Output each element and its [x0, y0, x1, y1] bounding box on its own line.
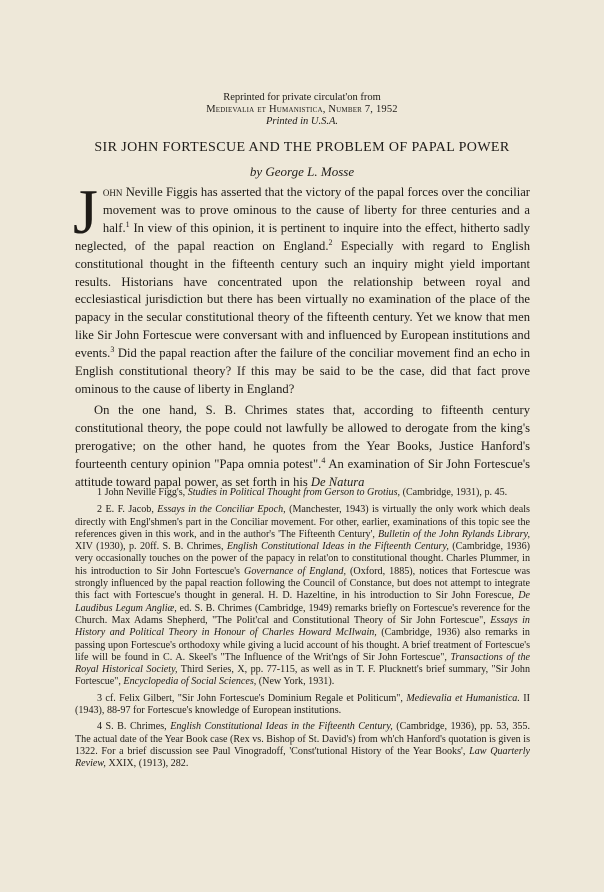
- footnote-text: ed. S. B. Chrimes (Cambridge, 1949) remarks briefly on Fortescue's reverence for the Church. Max Adams Shepherd, "The Polit'cal and Constitutional Theory of Sir John Fortescue",: [75, 602, 530, 626]
- footnote-text: (Oxford, 1885), notices that Fortescue was strongly influenced by the papal reaction following the Council of Constance, but does not attempt to integrate this fact with Fortescue's thought in general. H. D. Hazeltine, in his introduction to Sir John Forescue,: [75, 565, 531, 602]
- footnote-number: 3: [97, 692, 103, 704]
- footnote-4: [75, 721, 530, 770]
- footnote-italic: Studies in Political Thought from Gerson to Grotius,: [187, 487, 401, 498]
- footnote-text: (Cambridge, 1931), p. 45.: [400, 487, 508, 498]
- footnote-text: cf. Felix Gilbert, "Sir John Fortescue's Dominium Regale et Politicum",: [102, 692, 407, 704]
- reprint-line: Reprinted for private circulat'on from: [223, 92, 381, 103]
- footnote-text: II (1943), 88-97 for Fortescue's knowledge of European institutions.: [75, 692, 530, 717]
- footnote-3: [75, 693, 530, 718]
- reprint-header: [0, 92, 604, 128]
- footnote-number: 2: [97, 504, 103, 516]
- printed-line: Printed in U.S.A.: [265, 116, 339, 127]
- footnote-number: 1: [97, 487, 103, 498]
- footnote-text: S. B. Chrimes,: [102, 721, 171, 733]
- footnote-text: XXIX, (1913), 282.: [105, 758, 189, 770]
- footnote-number: 4: [97, 721, 103, 733]
- drop-cap: J: [73, 176, 98, 247]
- article-body: [73, 176, 530, 491]
- paragraph-text: In view of this opinion, it is pertinent to inquire into the effect, hitherto sadly neglected, of the papal reaction on England.: [75, 220, 530, 253]
- footnote-text: (Manchester, 1943) is virtually the only work which deals directly with Engl'shmen's part in the Conciliar movement. For other, earlier, examinations of this topic see the references given in this work, and in the author's 'The Fifteenth Century',: [75, 504, 530, 540]
- author-byline: by George L. Mosse: [249, 164, 355, 179]
- footnote-italic: Law Quarterly Review,: [75, 745, 530, 770]
- footnote-1: [75, 487, 530, 499]
- footnote-text: (Cambridge, 1936) also remarks in passing upon Fortescue's orthodoxy while giving a lucid account of his thought. A brief treatment of Fortescue's life will be found in C. A. Skeel's "The Influence of the Writ'ngs of Sir John Fortescue",: [75, 627, 530, 663]
- paragraph-text: Did the papal reaction after the failure of the conciliar movement find an echo in English constitutional theory? If this may be said to be the case, did that fact prove ominous to the cause of liberty in England?: [75, 346, 530, 396]
- footnote-italic: Bulletin of the John Rylands Library,: [377, 528, 530, 540]
- footnote-ref: 3: [110, 345, 115, 355]
- footnote-ref: 4: [321, 455, 326, 465]
- footnote-text: E. F. Jacob,: [102, 504, 158, 516]
- article-title: SIR JOHN FORTESCUE AND THE PROBLEM OF PAPAL POWER: [94, 140, 510, 155]
- footnote-italic: Essays in the Conciliar Epoch,: [157, 504, 286, 516]
- paragraph-text: Especially with regard to English constitutional thought in the fifteenth century such an inquiry might yield important results. Historians have concentrated upon the relationship between royal and ecclesiastical jurisdiction but there has been virtually no examination of the place of the papacy in the secular constitutional theory of the fifteenth century. Yet we know that men like Sir John Fortescue were conversant with and influenced by European institutions and events.: [75, 238, 530, 361]
- paragraph-text: An examination of Sir John Fortescue's attitude toward papal power, as set forth in his: [75, 456, 530, 489]
- footnote-ref: 1: [125, 219, 130, 229]
- footnote-ref: 2: [328, 237, 333, 247]
- footnote-2: [75, 504, 530, 688]
- footnote-italic: Transactions of the Royal Historical Society,: [75, 651, 530, 676]
- footnote-italic: Governance of England,: [244, 565, 347, 577]
- footnote-italic: De Laudibus Legum Angliæ,: [75, 590, 530, 614]
- footnote-italic: Essays in History and Political Theory in Honour of Charles Howard McIlwain,: [75, 614, 530, 639]
- footnote-italic: English Constitutional Ideas in the Fifteenth Century,: [170, 721, 393, 733]
- footnote-text: XIV (1930), p. 20ff. S. B. Chrimes,: [75, 541, 227, 553]
- paragraph-italic: De Natura: [310, 474, 365, 489]
- footnote-text: Third Series, X, pp. 77-115, as well as in T. F. Plucknett's brief summary, "Sir John Fortescue",: [75, 664, 530, 688]
- footnote-italic: Medievalia et Humanistica.: [406, 692, 520, 704]
- lead-in: ohn: [102, 185, 123, 199]
- footnote-text: (Cambridge, 1936) very occasionally touches on the power of the papacy in relat'on to constitutional thought. Charles Plummer, in his introduction to Sir John Fortescue's: [75, 541, 530, 577]
- footnote-text: (Cambridge, 1936), pp. 53, 355. The actual date of the Year Book case (Rex vs. Bishop of St. David's) from wh'ch Hanford's quotation is given is 1322. For a brief discussion see Paul Vinogradoff, 'Const'tutional History of the Year Books',: [75, 721, 530, 757]
- footnote-text: John Neville Figg's,: [102, 487, 188, 498]
- footnotes: [75, 487, 530, 775]
- footnote-italic: Encyclopedia of Social Sciences,: [123, 676, 257, 688]
- journal-line: Medievalia et Humanistica, Number 7, 1952: [206, 104, 398, 115]
- footnote-italic: English Constitutional Ideas in the Fifteenth Century,: [226, 541, 449, 553]
- paragraph-1: [73, 176, 530, 399]
- paragraph-text: On the one hand, S. B. Chrimes states that, according to fifteenth century constitutional theory, the pope could not lawfully be allowed to derogate from the king's prerogative; on the other hand, he quotes from the Year Books, Justice Hanford's fourteenth century opinion "Papa omnia potest".: [75, 402, 530, 471]
- paragraph-2: [75, 402, 530, 492]
- paragraph-text: Neville Figgis has asserted that the victory of the papal forces over the conciliar movement was to prove ominous to the cause of liberty for three centuries and a half.: [102, 185, 530, 235]
- footnote-text: (New York, 1931).: [256, 676, 335, 688]
